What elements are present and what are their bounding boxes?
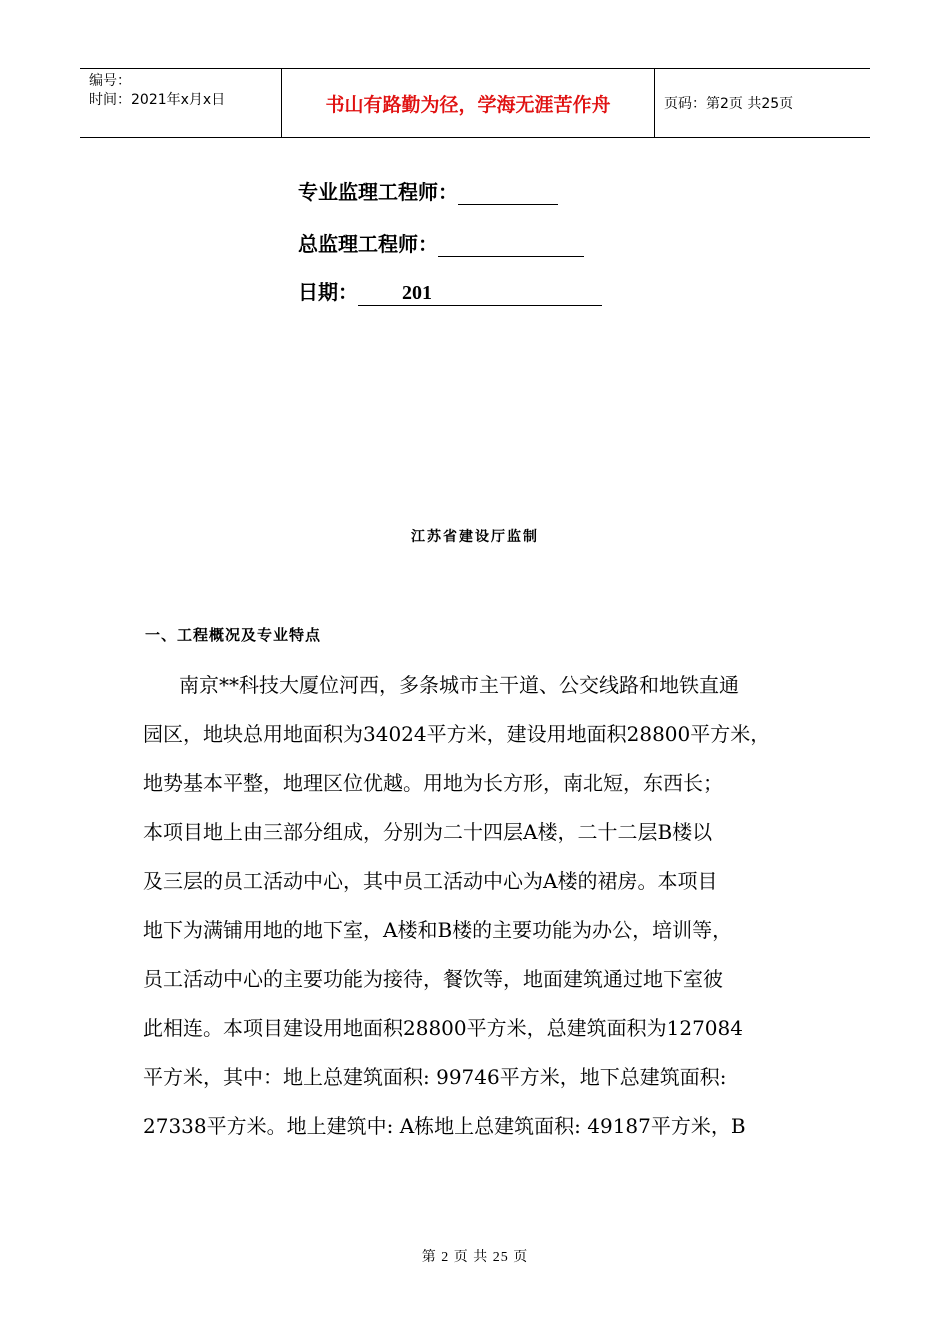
header-meta <box>80 69 282 137</box>
paragraph-line: 平方米，其中：地上总建筑面积: 99746平方米，地下总建筑面积: <box>143 1065 727 1089</box>
paragraph-line: 27338平方米。地上建筑中: A栋地上总建筑面积: 49187平方米，B <box>143 1114 746 1138</box>
page-footer: 第 2 页 共 25 页 <box>421 1250 529 1265</box>
paragraph-line: 园区，地块总用地面积为34024平方米，建设用地面积28800平方米， <box>143 722 771 746</box>
header-page-info: 页码：第2页 共25页 <box>664 96 794 112</box>
specialist-engineer-label: 专业监理工程师： <box>298 180 458 204</box>
paragraph-line: 地下为满铺用地的地下室，A楼和B楼的主要功能为办公，培训等， <box>143 918 733 942</box>
paragraph-line: 南京**科技大厦位河西，多条城市主干道、公交线路和地铁直通 <box>179 673 739 697</box>
chief-engineer-line <box>298 228 584 257</box>
section-title: 一、工程概况及专业特点 <box>145 626 322 644</box>
date-line <box>298 276 602 306</box>
paragraph-line: 此相连。本项目建设用地面积28800平方米，总建筑面积为127084 <box>143 1016 743 1040</box>
number-label: 编号： <box>89 73 131 89</box>
paragraph-line: 员工活动中心的主要功能为接待，餐饮等，地面建筑通过地下室彼 <box>143 967 723 991</box>
paragraph-line: 本项目地上由三部分组成，分别为二十四层A楼，二十二层B楼以 <box>143 820 713 844</box>
specialist-engineer-blank[interactable] <box>458 182 558 205</box>
paragraph-line: 地势基本平整，地理区位优越。用地为长方形，南北短，东西长； <box>143 771 723 795</box>
page-header <box>80 68 870 138</box>
specialist-engineer-line <box>298 176 558 205</box>
date-value[interactable]: 201 <box>358 282 602 306</box>
date-label: 日期： <box>298 280 358 304</box>
issuer-label: 江苏省建设厅监制 <box>411 529 539 545</box>
chief-engineer-label: 总监理工程师： <box>298 232 438 256</box>
header-motto: 书山有路勤为径，学海无涯苦作舟 <box>282 69 655 137</box>
time-label: 时间：2021年x月x日 <box>89 92 226 108</box>
paragraph-line: 及三层的员工活动中心，其中员工活动中心为A楼的裙房。本项目 <box>143 869 718 893</box>
body-paragraph <box>143 667 833 1157</box>
chief-engineer-blank[interactable] <box>438 234 584 257</box>
